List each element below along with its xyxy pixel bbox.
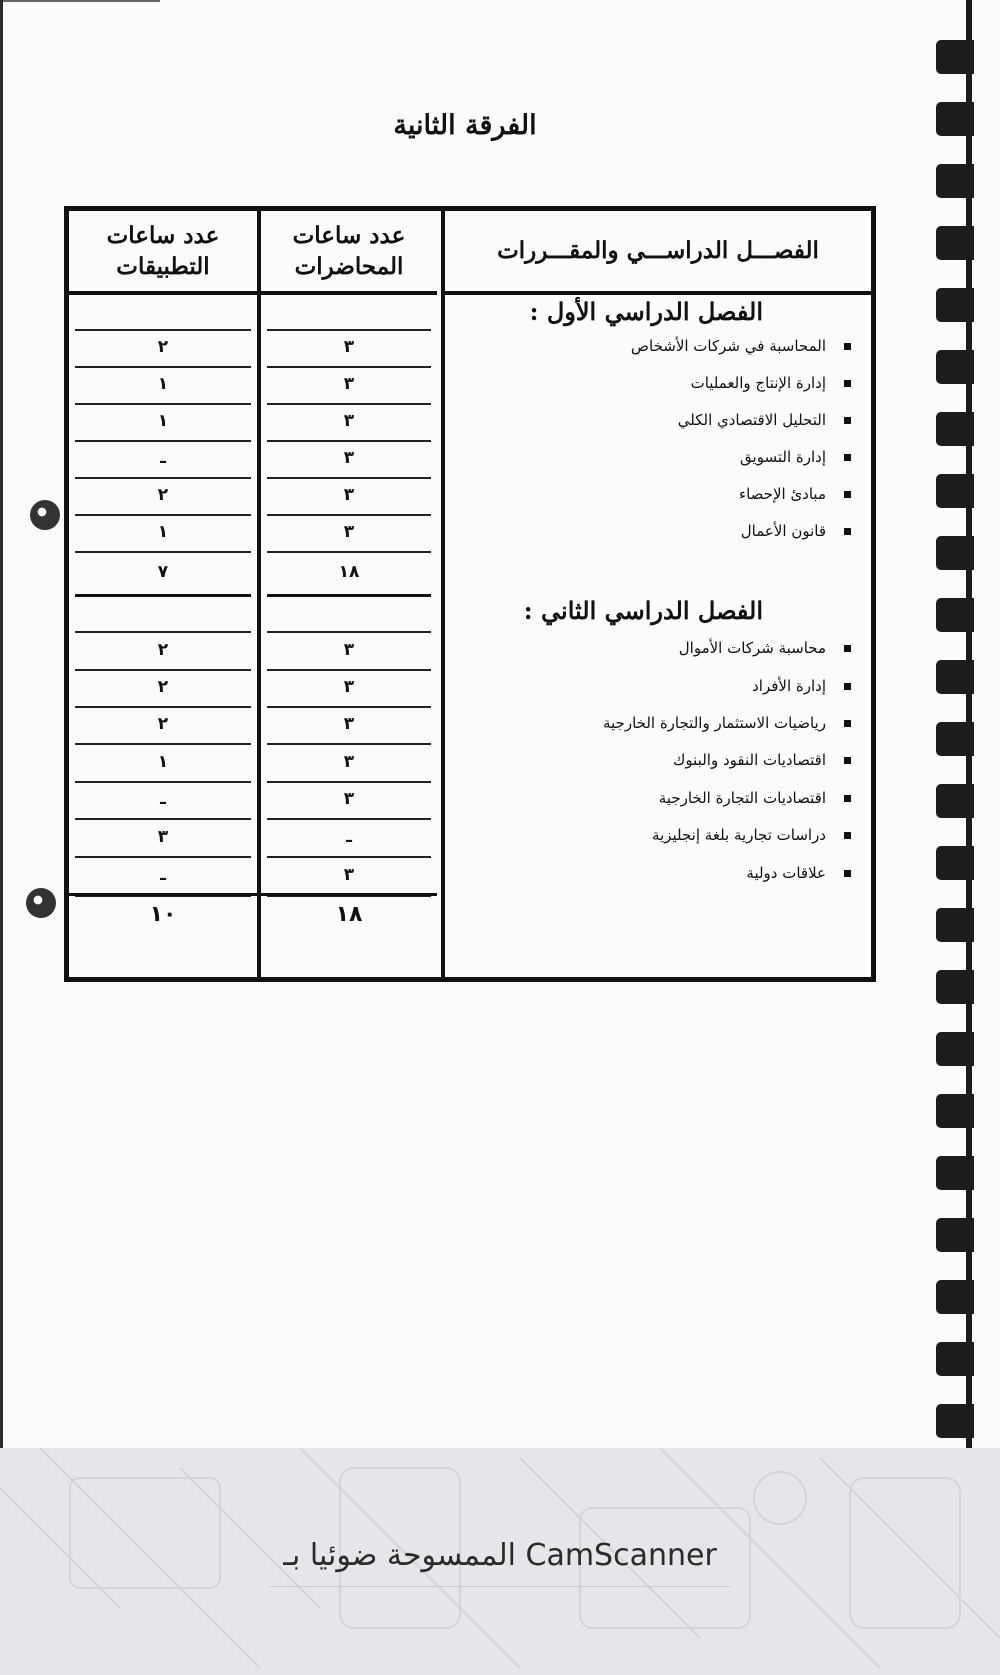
applications-cell: ٢ (157, 337, 169, 357)
course-name: اقتصاديات التجارة الخارجية (658, 789, 826, 807)
course-table (64, 206, 876, 982)
punch-hole (30, 500, 60, 530)
camscanner-watermark-text: الممسوحة ضوئيا بـ CamScanner (283, 1538, 717, 1573)
bullet-icon (844, 528, 851, 535)
course-name: قانون الأعمال (740, 522, 826, 540)
lectures-cell (261, 594, 437, 631)
applications-cell (69, 594, 257, 631)
course-item (740, 448, 851, 466)
applications-cell: ١ (157, 522, 169, 542)
binding-tooth (936, 1032, 974, 1066)
total-rule (69, 893, 257, 896)
binding-tooth (936, 1218, 974, 1252)
total-rule (261, 893, 437, 896)
applications-cell: ٢ (157, 714, 169, 734)
bullet-icon (844, 870, 851, 877)
binding-tooth (936, 1404, 974, 1438)
semester-heading: الفصل الدراسي الثاني : (523, 596, 763, 625)
course-name: مبادئ الإحصاء (739, 485, 826, 503)
course-name: إدارة الإنتاج والعمليات (690, 374, 826, 392)
course-column (441, 211, 871, 977)
applications-cell: ١ (157, 374, 169, 394)
binding-tooth (936, 102, 974, 136)
course-item (603, 714, 851, 732)
course-item (673, 751, 851, 769)
lectures-header-label: عدد ساعات المحاضرات (292, 221, 406, 280)
course-item (741, 522, 851, 540)
bullet-icon (844, 491, 851, 498)
applications-cell: ١ (157, 411, 169, 431)
course-name: إدارة التسويق (740, 448, 826, 466)
applications-cell: ١٠ (149, 902, 177, 927)
lectures-cell: ٣ (343, 448, 355, 468)
course-name: إدارة الأفراد (752, 677, 826, 695)
lectures-cell: ٣ (343, 522, 355, 542)
binding-tooth (936, 474, 974, 508)
binding-tooth (936, 1094, 974, 1128)
lectures-cell: ٣ (343, 789, 355, 809)
binding-tooth (936, 598, 974, 632)
document-title: الفرقة الثانية (393, 110, 537, 141)
applications-cell: ١ (157, 752, 169, 772)
binding-tooth (936, 536, 974, 570)
binding-tooth (936, 412, 974, 446)
binding-tooth (936, 40, 974, 74)
applications-column (69, 211, 257, 977)
applications-column-header (69, 211, 257, 295)
applications-cell: ـ (160, 865, 166, 885)
lectures-cell: ٣ (343, 640, 355, 660)
binding-tooth (936, 660, 974, 694)
semester-heading: الفصل الدراسي الأول : (529, 297, 763, 326)
bullet-icon (844, 645, 851, 652)
course-name: اقتصاديات النقود والبنوك (673, 751, 826, 769)
course-header-label: الفصـــل الدراســـي والمقـــررات (497, 237, 819, 265)
applications-cell: ـ (160, 448, 166, 468)
binding-tooth (936, 784, 974, 818)
bullet-icon (844, 343, 851, 350)
course-column-header (445, 211, 871, 295)
course-item (678, 411, 851, 429)
lectures-cell: ٣ (343, 374, 355, 394)
bullet-icon (844, 683, 851, 690)
applications-cell: ٧ (157, 562, 169, 582)
applications-cell: ٣ (157, 827, 169, 847)
course-name: دراسات تجارية بلغة إنجليزية (652, 826, 826, 844)
binding-tooth (936, 350, 974, 384)
page-edge-top (0, 0, 160, 2)
course-name: علاقات دولية (746, 864, 826, 882)
page-edge-left (0, 0, 3, 1448)
lectures-cell: ١٨ (335, 902, 363, 927)
applications-cell: ٢ (157, 640, 169, 660)
lectures-cell (261, 295, 437, 329)
bullet-icon (844, 795, 851, 802)
binding-tooth (936, 908, 974, 942)
course-item (746, 864, 851, 882)
binding-tooth (936, 164, 974, 198)
course-item (631, 337, 851, 355)
course-item (679, 639, 851, 657)
applications-header-label: عدد ساعات التطبيقات (106, 221, 220, 280)
applications-cell: ـ (160, 789, 166, 809)
applications-cell (69, 295, 257, 329)
lectures-cell: ٣ (343, 411, 355, 431)
course-item (659, 789, 851, 807)
lectures-cell: ٣ (343, 752, 355, 772)
binding-tooth (936, 226, 974, 260)
bullet-icon (844, 720, 851, 727)
lectures-column-header (261, 211, 437, 295)
bullet-icon (844, 417, 851, 424)
lectures-cell: ٣ (343, 714, 355, 734)
lectures-cell: ٣ (343, 337, 355, 357)
binding-tooth (936, 288, 974, 322)
lectures-cell: ٣ (343, 677, 355, 697)
punch-hole (26, 888, 56, 918)
binding-tooth (936, 846, 974, 880)
lectures-cell: ـ (346, 827, 352, 847)
course-item (652, 826, 851, 844)
course-item (752, 677, 851, 695)
lectures-cell: ١٨ (338, 562, 360, 582)
lectures-cell: ٣ (343, 865, 355, 885)
course-name: التحليل الاقتصادي الكلي (677, 411, 826, 429)
lectures-cell: ٣ (343, 485, 355, 505)
course-item (739, 485, 851, 503)
course-name: محاسبة شركات الأموال (678, 639, 826, 657)
binding-tooth (936, 1156, 974, 1190)
binding-tooth (936, 722, 974, 756)
bullet-icon (844, 454, 851, 461)
banner-divider (270, 1586, 730, 1587)
bullet-icon (844, 380, 851, 387)
applications-cell: ٢ (157, 485, 169, 505)
binding-tooth (936, 1280, 974, 1314)
course-name: المحاسبة في شركات الأشخاص (630, 337, 826, 355)
course-item (691, 374, 851, 392)
bullet-icon (844, 832, 851, 839)
binding-tooth (936, 970, 974, 1004)
lectures-column (257, 211, 437, 977)
applications-cell: ٢ (157, 677, 169, 697)
binding-tooth (936, 1342, 974, 1376)
course-name: رياضيات الاستثمار والتجارة الخارجية (602, 714, 826, 732)
bullet-icon (844, 757, 851, 764)
